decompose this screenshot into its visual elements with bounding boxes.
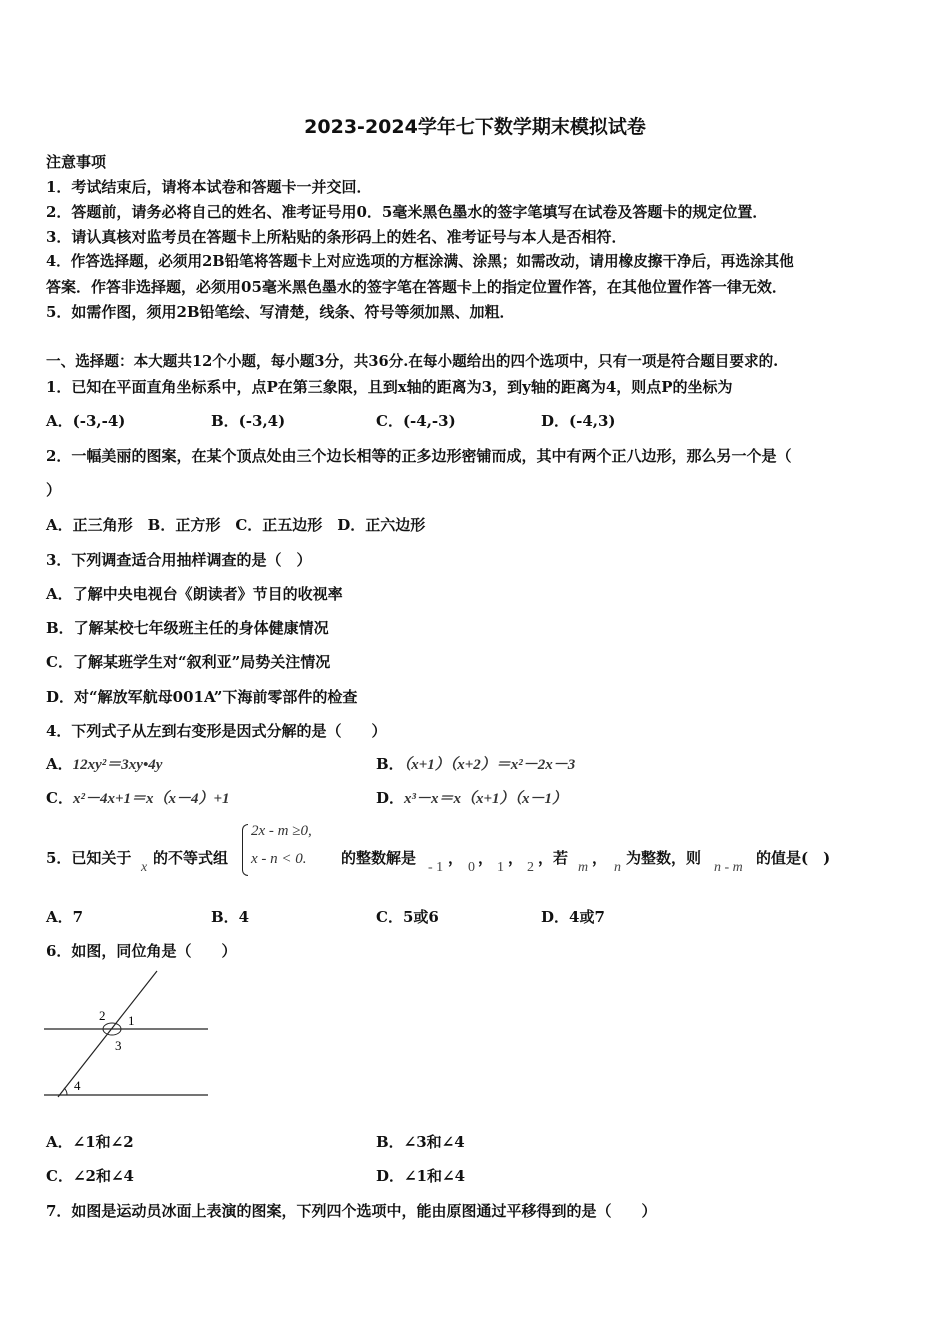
q5-var-m: m [578,860,589,875]
q5-solution: 0 [468,860,475,875]
question-5-post2: ，若 [538,849,569,867]
q5-comma: ， [448,849,464,867]
q5-option-c: C．5或6 [376,908,439,926]
angle-label-1: 1 [128,1013,135,1028]
inequality-system [242,822,337,876]
angle-label-2: 2 [99,1008,106,1023]
notice-item: 4．作答选择题，必须用2B铅笔将答题卡上对应选项的方框涂满、涂黑；如需改动，请用橡皮擦干净后，再选涂其他 [46,253,794,270]
q1-option-d: D．(-4,3) [541,412,616,430]
notice-item: 答案．作答非选择题，必须用05毫米黑色墨水的签字笔在答题卡上的指定位置作答，在其他位置作答一律无效． [46,278,787,296]
q4-option-c: C．x²－4x+1＝x（x－4）+1 [46,789,230,807]
q6-option-d: D．∠1和∠4 [376,1167,466,1185]
q6-option-b: B．∠3和∠4 [376,1133,465,1151]
q4-option-b: B．（x+1）（x+2）＝x²－2x－3 [376,755,576,773]
question-5-post4: 的值是( ) [756,849,831,867]
question-4-stem: 4．下列式子从左到右变形是因式分解的是（ ） [46,722,387,740]
q3-option-a: A．了解中央电视台《朗读者》节目的收视率 [46,585,343,603]
inequality-1: 2x - m ≥0, [251,823,312,839]
q1-option-b: B．(-3,4) [211,412,286,430]
q5-option-d: D．4或7 [541,908,605,926]
q4-option-d: D．x³－x＝x（x+1）（x－1） [376,789,568,807]
q5-expr: n - m [714,860,743,875]
angle-arc-icon [64,1088,67,1095]
q5-option-a: A．7 [46,908,84,926]
q5-comma: ， [592,849,608,867]
q5-option-b: B．4 [211,908,250,926]
angle-figure [40,965,215,1105]
question-3-stem: 3．下列调查适合用抽样调查的是（ ） [46,551,312,569]
question-5-post3: 为整数，则 [626,849,702,867]
angle-label-4: 4 [74,1078,81,1093]
q5-var-n: n [614,860,621,875]
notice-item: 3．请认真核对监考员在答题卡上所粘贴的条形码上的姓名、准考证号与本人是否相符． [46,228,627,246]
page-title: 2023-2024学年七下数学期末模拟试卷 [304,116,646,138]
q1-option-a: A．(-3,-4) [46,412,126,430]
question-2-stem: 2．一幅美丽的图案，在某个顶点处由三个边长相等的正多边形密铺而成，其中有两个正八边形，那么另一个是（ [46,447,792,465]
q5-comma: ， [508,849,524,867]
question-5-pre: 5．已知关于 [46,849,132,867]
notice-item: 5．如需作图，须用2B铅笔绘、写清楚，线条、符号等须加黑、加粗． [46,303,515,321]
inequality-2: x - n < 0. [251,851,307,867]
brace-icon [242,824,248,876]
q6-option-c: C．∠2和∠4 [46,1167,134,1185]
q5-comma: ， [478,849,494,867]
q5-solution: 1 [497,860,504,875]
q3-option-d: D．对“解放军航母001A”下海前零部件的检查 [46,688,358,706]
q5-solution: - 1 [428,860,444,875]
question-5-mid: 的不等式组 [153,849,229,867]
section-heading: 一、选择题：本大题共12个小题，每小题3分，共36分.在每小题给出的四个选项中，只有一项是符合题目要求的. [46,353,779,370]
notice-heading: 注意事项 [46,153,107,171]
question-1-stem: 1．已知在平面直角坐标系中，点P在第三象限，且到x轴的距离为3，到y轴的距离为4，则点P的坐标为 [46,378,733,396]
q5-var-x: x [141,860,148,875]
question-5-post1: 的整数解是 [341,849,417,867]
notice-item: 1．考试结束后，请将本试卷和答题卡一并交回． [46,178,372,196]
question-6-stem: 6．如图，同位角是（ ） [46,942,237,960]
q2-options: A．正三角形 B．正方形 C．正五边形 D．正六边形 [46,516,426,534]
notice-item: 2．答题前，请务必将自己的姓名、准考证号用0．5毫米黑色墨水的签字笔填写在试卷及答题卡的规定位置． [46,203,768,221]
q1-option-c: C．(-4,-3) [376,412,456,430]
q4-option-a: A．12xy²＝3xy•4y [46,755,163,773]
q6-option-a: A．∠1和∠2 [46,1133,134,1151]
q5-solution: 2 [527,860,534,875]
question-2-stem-cont: ） [46,481,62,499]
question-7-stem: 7．如图是运动员冰面上表演的图案，下列四个选项中，能由原图通过平移得到的是（ ） [46,1202,657,1220]
angle-label-3: 3 [115,1038,122,1053]
q3-option-b: B．了解某校七年级班主任的身体健康情况 [46,619,329,637]
q3-option-c: C．了解某班学生对“叙利亚”局势关注情况 [46,653,331,671]
